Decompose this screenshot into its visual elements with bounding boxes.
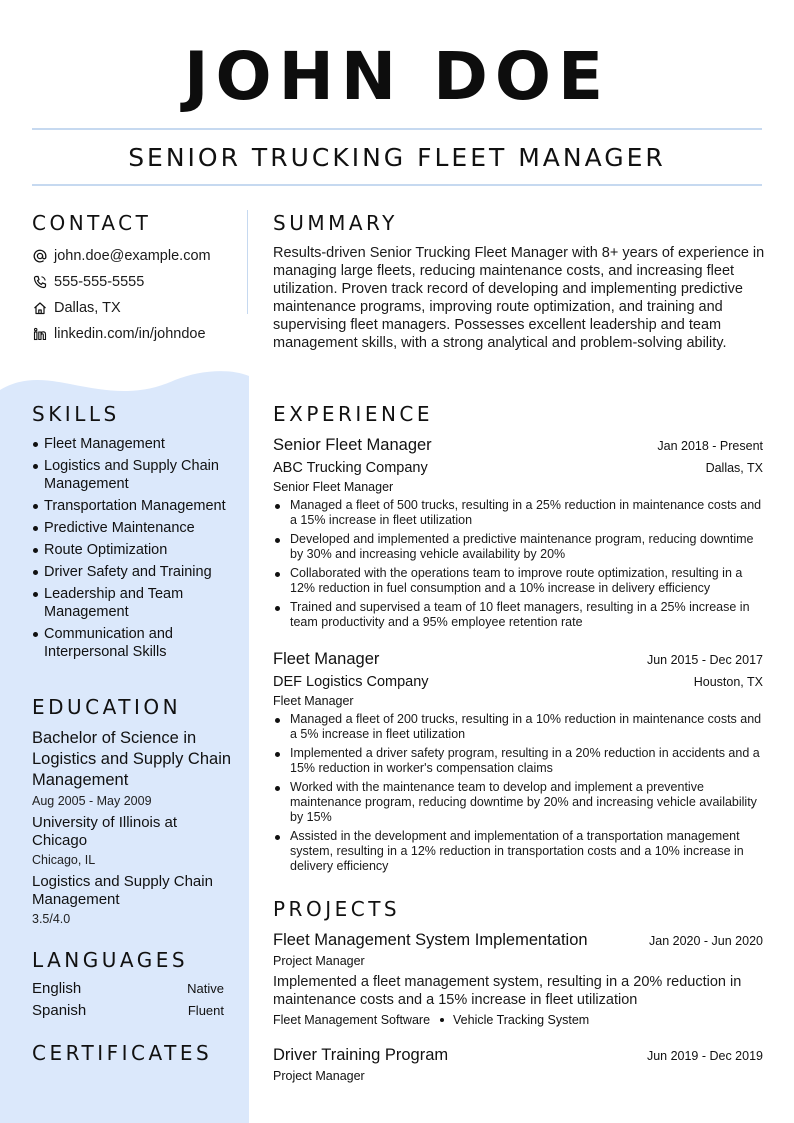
language-name: Spanish — [32, 1002, 87, 1019]
contact-linkedin[interactable] — [32, 321, 242, 347]
summary-heading: SUMMARY — [273, 211, 398, 235]
languages-heading: LANGUAGES — [32, 948, 189, 972]
project-tag: Fleet Management Software — [273, 1013, 431, 1027]
skill-item: Predictive Maintenance — [32, 519, 232, 537]
summary-text: Results-driven Senior Trucking Fleet Manager with 8+ years of experience in managing large fleets, reducing maintenance costs, and increasing fleet utilization. Proven track record of developing and implementing predictive maintenance programs, improving route optimization, and training and supervising fleet managers. Possesses excellent leadership and team management skills, with a strong analytical and problem-solving ability. — [273, 245, 765, 351]
header-rule-top — [32, 128, 762, 130]
language-row — [32, 980, 224, 1002]
language-level: Native — [187, 981, 224, 996]
language-name: English — [32, 980, 82, 997]
job-title: Senior Fleet Manager — [273, 436, 432, 454]
column-divider — [247, 210, 248, 314]
job-bullet: Trained and supervised a team of 10 fleet managers, resulting in a 25% increase in team productivity and a 95% employee retention rate — [273, 600, 763, 630]
skill-item: Fleet Management — [32, 435, 232, 453]
job-bullet: Developed and implemented a predictive maintenance program, reducing downtime by 30% and increasing vehicle availability by 20% — [273, 532, 763, 562]
education-gpa: 3.5/4.0 — [32, 912, 71, 926]
job-dates: Jun 2015 - Dec 2017 — [646, 653, 763, 667]
project-role: Project Manager — [273, 954, 365, 968]
contact-email[interactable] — [32, 243, 242, 269]
job-bullet: Assisted in the development and implementation of a transportation management system, resulting in a 12% reduction in transportation costs and a 10% increase in delivery efficiency — [273, 829, 763, 874]
project-entry — [273, 931, 763, 1027]
education-location: Chicago, IL — [32, 853, 96, 867]
job-company: DEF Logistics Company — [273, 674, 429, 690]
contact-phone[interactable] — [32, 269, 242, 295]
education-dates: Aug 2005 - May 2009 — [32, 794, 152, 808]
education-school: University of Illinois at Chicago — [32, 814, 178, 849]
job-dates: Jan 2018 - Present — [657, 439, 763, 453]
contact-linkedin-text: linkedin.com/in/johndoe — [54, 326, 206, 342]
skill-item: Leadership and Team Management — [32, 585, 232, 621]
job-location: Dallas, TX — [705, 461, 763, 475]
skill-item: Route Optimization — [32, 541, 232, 559]
project-title: Fleet Management System Implementation — [273, 931, 588, 949]
education-heading: EDUCATION — [32, 695, 182, 719]
skill-item: Logistics and Supply Chain Management — [32, 457, 232, 493]
phone-icon — [32, 274, 48, 290]
skills-heading: SKILLS — [32, 402, 120, 426]
contact-location — [32, 295, 242, 321]
languages-list — [32, 980, 224, 1024]
language-row — [32, 1002, 224, 1024]
skills-list — [32, 435, 232, 665]
project-entry — [273, 1046, 763, 1083]
header-rule-bottom — [32, 184, 762, 186]
experience-entry — [273, 436, 763, 634]
contact-email-text: john.doe@example.com — [54, 248, 211, 264]
job-position: Fleet Manager — [273, 694, 354, 708]
skill-item: Communication and Interpersonal Skills — [32, 625, 232, 661]
job-bullet: Worked with the maintenance team to develop and implement a preventive maintenance program, reducing downtime by 20% and increasing vehicle availability by 15% — [273, 780, 763, 825]
job-bullet: Managed a fleet of 200 trucks, resulting in a 10% reduction in maintenance costs and a 5% increase in fleet utilization — [273, 712, 763, 742]
contact-location-text: Dallas, TX — [54, 300, 121, 316]
contact-heading: CONTACT — [32, 211, 152, 235]
project-description: Implemented a fleet management system, resulting in a 20% reduction in maintenance costs and a 15% increase in fleet utilization — [273, 974, 742, 1008]
project-tag: Vehicle Tracking System — [453, 1013, 590, 1027]
project-title: Driver Training Program — [273, 1046, 449, 1064]
contact-list — [32, 243, 242, 347]
job-bullet: Managed a fleet of 500 trucks, resulting in a 25% reduction in maintenance costs and a 15% increase in fleet utilization — [273, 498, 763, 528]
education-degree: Bachelor of Science in Logistics and Supply Chain Management — [32, 729, 232, 789]
job-bullets — [273, 712, 763, 874]
experience-heading: EXPERIENCE — [273, 402, 434, 426]
job-location: Houston, TX — [693, 675, 763, 689]
education-field: Logistics and Supply Chain Management — [32, 873, 213, 908]
language-level: Fluent — [187, 1003, 224, 1018]
projects-heading: PROJECTS — [273, 897, 401, 921]
linkedin-icon — [32, 326, 48, 342]
job-role-title: SENIOR TRUCKING FLEET MANAGER — [128, 143, 666, 172]
candidate-name: JOHN DOE — [183, 38, 611, 115]
project-dates: Jan 2020 - Jun 2020 — [649, 934, 763, 948]
education-entry — [32, 728, 232, 926]
contact-phone-text: 555-555-5555 — [54, 274, 145, 290]
job-position: Senior Fleet Manager — [273, 480, 394, 494]
certificates-heading: CERTIFICATES — [32, 1041, 213, 1065]
home-icon — [32, 300, 48, 316]
project-dates: Jun 2019 - Dec 2019 — [646, 1049, 763, 1063]
project-tags — [273, 1013, 763, 1027]
at-icon — [32, 248, 48, 264]
job-company: ABC Trucking Company — [273, 460, 428, 476]
tag-separator — [440, 1018, 444, 1022]
job-title: Fleet Manager — [273, 650, 380, 668]
job-bullets — [273, 498, 763, 630]
experience-entry — [273, 650, 763, 878]
job-bullet: Collaborated with the operations team to improve route optimization, resulting in a 12% reduction in fuel consumption and a 10% increase in delivery efficiency — [273, 566, 763, 596]
job-bullet: Implemented a driver safety program, resulting in a 20% reduction in accidents and a 15% reduction in worker's compensation claims — [273, 746, 763, 776]
skill-item: Driver Safety and Training — [32, 563, 232, 581]
project-role: Project Manager — [273, 1069, 365, 1083]
skill-item: Transportation Management — [32, 497, 232, 515]
